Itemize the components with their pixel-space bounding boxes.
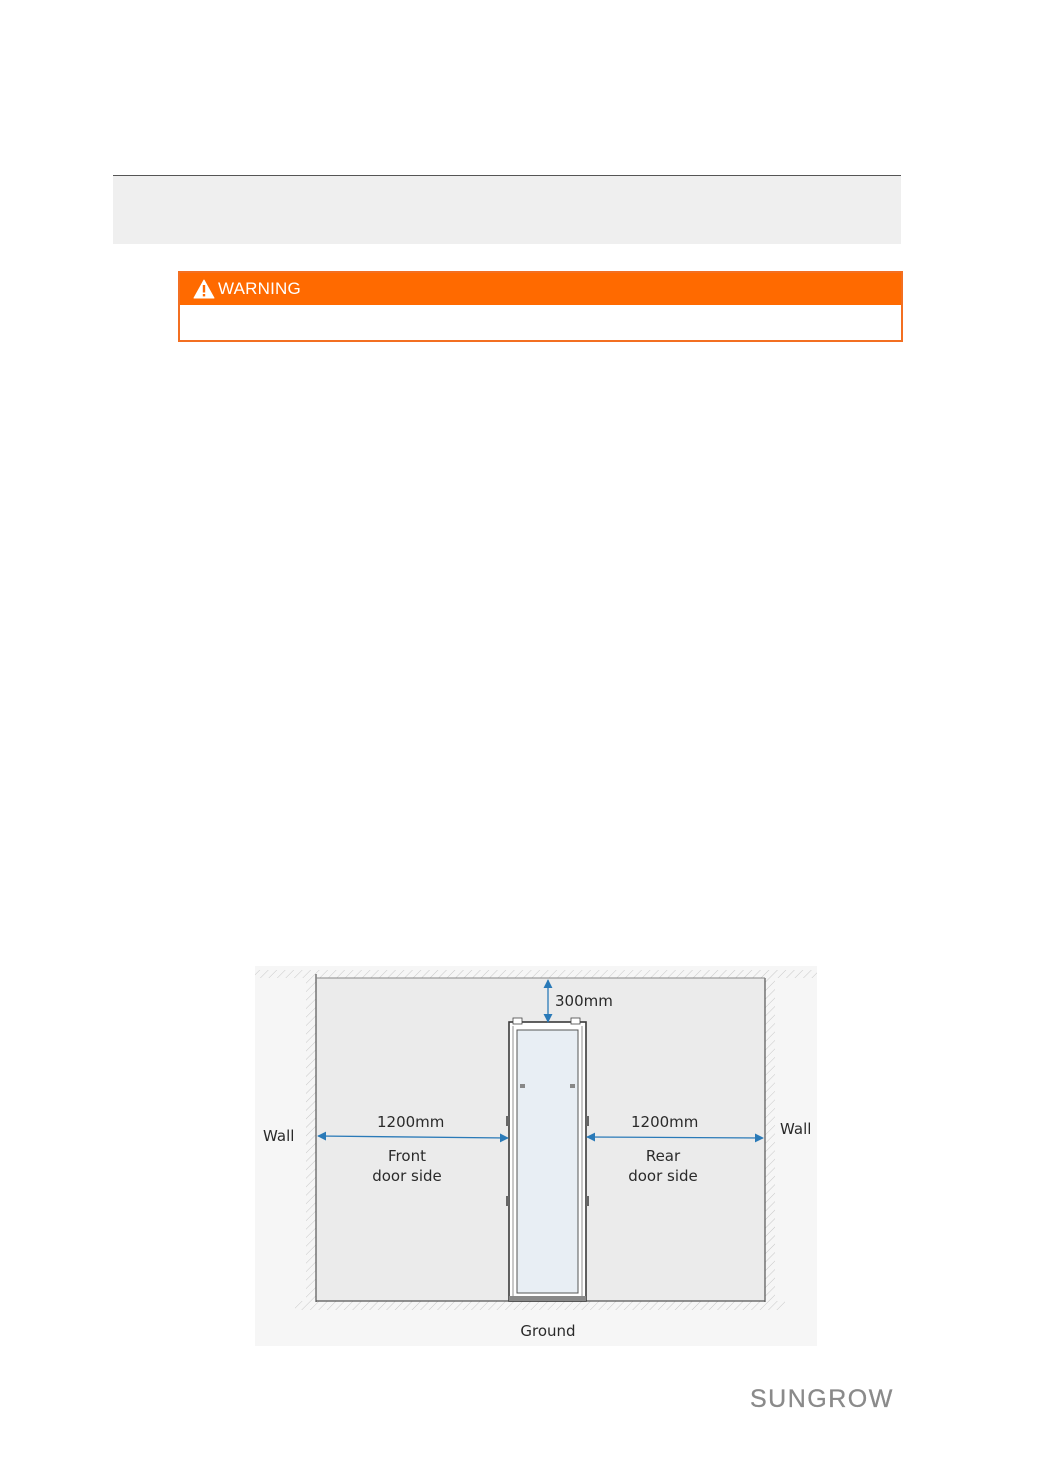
clearance-diagram bbox=[255, 966, 817, 1346]
front-side-label-1: Front bbox=[388, 1147, 426, 1165]
left-wall-label: Wall bbox=[263, 1127, 295, 1145]
warning-header bbox=[180, 273, 901, 305]
warning-triangle-icon bbox=[193, 279, 215, 299]
front-side-label-2: door side bbox=[372, 1167, 442, 1185]
right-wall-label: Wall bbox=[780, 1120, 812, 1138]
rear-distance-label: 1200mm bbox=[631, 1113, 699, 1131]
ground-hatch bbox=[295, 1301, 785, 1310]
ceiling-hatch bbox=[255, 970, 817, 978]
rear-side-label-2: door side bbox=[628, 1167, 698, 1185]
svg-text:SUNGROW: SUNGROW bbox=[750, 1385, 894, 1413]
rear-side-label-1: Rear bbox=[645, 1147, 681, 1165]
warning-box bbox=[178, 271, 903, 342]
header-band bbox=[113, 176, 901, 244]
ground-label: Ground bbox=[520, 1322, 576, 1340]
left-wall-hatch bbox=[306, 978, 316, 1301]
front-distance-label: 1200mm bbox=[377, 1113, 445, 1131]
right-wall-hatch bbox=[765, 978, 775, 1301]
top-clearance-label: 300mm bbox=[555, 992, 613, 1010]
sungrow-logo bbox=[750, 1383, 902, 1413]
cabinet bbox=[506, 1018, 589, 1301]
warning-label: WARNING bbox=[218, 279, 301, 298]
warning-body bbox=[180, 305, 901, 340]
